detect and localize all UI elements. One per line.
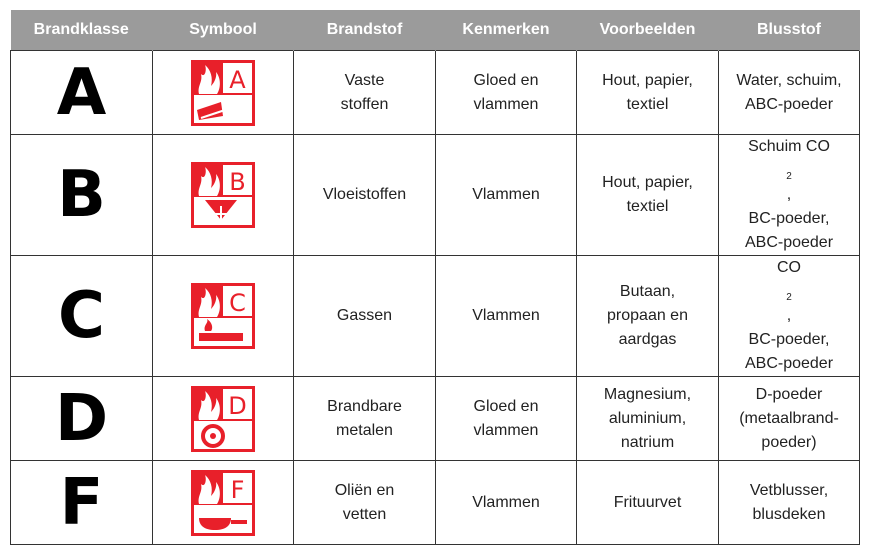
fire-class-d-icon	[191, 386, 255, 452]
class-letter-cell	[11, 51, 153, 135]
kenmerken-cell: Gloed en vlammen	[436, 51, 577, 135]
class-letter-cell	[11, 377, 153, 461]
class-letter-cell	[11, 461, 153, 545]
table-row	[11, 51, 860, 135]
kenmerken-cell: Vlammen	[436, 256, 577, 377]
header-brandklasse: Brandklasse	[11, 10, 153, 51]
blusstof-cell: Vetblusser, blusdeken	[719, 461, 860, 545]
fire-class-f-icon	[191, 470, 255, 536]
blusstof-cell: CO $_2$ , BC-poeder, ABC-poeder	[719, 256, 860, 377]
table-row	[11, 256, 860, 377]
blusstof-cell: Water, schuim, ABC-poeder	[719, 51, 860, 135]
class-letter: B	[57, 158, 106, 232]
brandstof-cell: Oliën en vetten	[294, 461, 436, 545]
header-symbool: Symbool	[153, 10, 294, 51]
class-letter: C	[58, 279, 105, 353]
symbol-letter: A	[229, 65, 246, 94]
header-voorbeelden: Voorbeelden	[577, 10, 719, 51]
blusstof-cell: Schuim CO $_2$ , BC-poeder, ABC-poeder	[719, 135, 860, 256]
fire-class-table	[10, 10, 860, 545]
header-brandstof: Brandstof	[294, 10, 436, 51]
fire-class-c-icon	[191, 283, 255, 349]
table-row	[11, 135, 860, 256]
header-blusstof: Blusstof	[719, 10, 860, 51]
symbol-cell	[153, 51, 294, 135]
blusstof-cell: D-poeder (metaalbrand- poeder)	[719, 377, 860, 461]
class-letter-cell	[11, 256, 153, 377]
kenmerken-cell: Vlammen	[436, 135, 577, 256]
voorbeelden-cell: Magnesium, aluminium, natrium	[577, 377, 719, 461]
kenmerken-cell: Gloed en vlammen	[436, 377, 577, 461]
table-row	[11, 377, 860, 461]
symbol-letter: B	[229, 168, 246, 196]
brandstof-cell: Vaste stoffen	[294, 51, 436, 135]
table-row	[11, 461, 860, 545]
symbol-cell	[153, 256, 294, 377]
symbol-cell	[153, 377, 294, 461]
voorbeelden-cell: Frituurvet	[577, 461, 719, 545]
kenmerken-cell: Vlammen	[436, 461, 577, 545]
voorbeelden-cell: Hout, papier, textiel	[577, 51, 719, 135]
brandstof-cell: Brandbare metalen	[294, 377, 436, 461]
symbol-letter: C	[229, 289, 246, 317]
class-letter: D	[54, 381, 109, 456]
header-row	[11, 10, 860, 51]
fire-class-b-icon	[191, 162, 255, 228]
symbol-letter: D	[228, 391, 247, 420]
voorbeelden-cell: Hout, papier, textiel	[577, 135, 719, 256]
symbol-cell	[153, 135, 294, 256]
voorbeelden-cell: Butaan, propaan en aardgas	[577, 256, 719, 377]
header-kenmerken: Kenmerken	[436, 10, 577, 51]
brandstof-cell: Gassen	[294, 256, 436, 377]
class-letter: A	[56, 55, 107, 130]
class-letter-cell	[11, 135, 153, 256]
fire-class-a-icon	[191, 60, 255, 126]
class-letter: F	[59, 465, 104, 540]
brandstof-cell: Vloeistoffen	[294, 135, 436, 256]
symbol-letter: F	[230, 475, 245, 504]
symbol-cell	[153, 461, 294, 545]
